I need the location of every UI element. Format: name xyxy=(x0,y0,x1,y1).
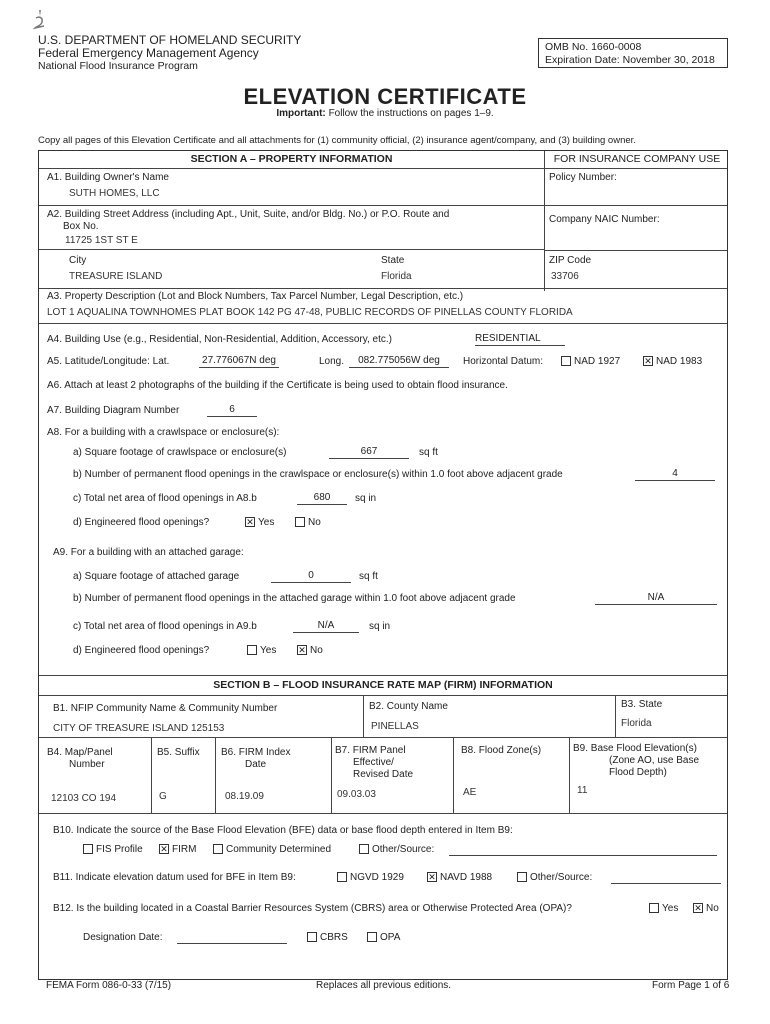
b10-other-option[interactable] xyxy=(359,844,434,855)
policy-number-label: Policy Number: xyxy=(549,172,617,183)
nad1927-option[interactable] xyxy=(561,356,620,367)
a8d-no-checkbox[interactable] xyxy=(295,517,305,527)
b10-community-option[interactable] xyxy=(213,844,331,855)
a9d-yes-label: Yes xyxy=(260,645,277,656)
a9b-label: b) Number of permanent flood openings in the attached garage within 1.0 foot above adjacent grade xyxy=(73,593,516,604)
b12-label: B12. Is the building located in a Coastal Barrier Resources System (CBRS) area or Otherwise Protected Area (OPA)? xyxy=(53,903,572,914)
a5-label: A5. Latitude/Longitude: Lat. xyxy=(47,356,170,367)
b9-base-flood-elevation[interactable]: 11 xyxy=(577,785,588,796)
a8d-yes-option[interactable] xyxy=(245,517,274,528)
b4-label-cont: Number xyxy=(69,759,105,770)
b12-no-option[interactable] xyxy=(693,903,719,914)
dept-name: U.S. DEPARTMENT OF HOMELAND SECURITY xyxy=(38,33,302,47)
b8-label: B8. Flood Zone(s) xyxy=(461,745,542,756)
opa-option[interactable] xyxy=(367,932,400,943)
a5-latitude[interactable]: 27.776067N deg xyxy=(199,355,279,368)
a8b-value[interactable]: 4 xyxy=(635,468,715,481)
b11-ngvd-label: NGVD 1929 xyxy=(350,872,404,883)
b8-flood-zone[interactable]: AE xyxy=(463,787,477,798)
nad1983-checkbox[interactable] xyxy=(643,356,653,366)
b4-map-panel[interactable]: 12103 CO 194 xyxy=(51,793,117,804)
a4-label: A4. Building Use (e.g., Residential, Non-Residential, Addition, Accessory, etc.) xyxy=(47,334,392,345)
a1-label: A1. Building Owner's Name xyxy=(47,172,169,183)
city-value[interactable]: TREASURE ISLAND xyxy=(69,271,163,282)
b12-yes-checkbox[interactable] xyxy=(649,903,659,913)
important-note xyxy=(0,108,770,119)
insurance-use-heading: FOR INSURANCE COMPANY USE xyxy=(553,153,721,165)
zip-value[interactable]: 33706 xyxy=(551,271,579,282)
b12-yes-option[interactable] xyxy=(649,903,678,914)
a9d-no-label: No xyxy=(310,645,323,656)
b1-label: B1. NFIP Community Name & Community Number xyxy=(53,703,278,714)
a8d-yes-label: Yes xyxy=(258,517,275,528)
a9d-yes-checkbox[interactable] xyxy=(247,645,257,655)
b11-other-option[interactable] xyxy=(517,872,592,883)
opa-label: OPA xyxy=(380,932,401,943)
b9-label: B9. Base Flood Elevation(s) xyxy=(573,743,697,754)
a9d-no-option[interactable] xyxy=(297,645,323,656)
state-label: State xyxy=(381,255,405,266)
a2-label-cont: Box No. xyxy=(63,221,99,232)
a3-label: A3. Property Description (Lot and Block Numbers, Tax Parcel Number, Legal Description, etc.) xyxy=(47,291,464,302)
b10-fis-checkbox[interactable] xyxy=(83,844,93,854)
b9-label-cont2: Flood Depth) xyxy=(609,767,667,778)
cbrs-option[interactable] xyxy=(307,932,348,943)
agency-name: Federal Emergency Management Agency xyxy=(38,46,259,60)
a5-long-label: Long. xyxy=(319,356,345,367)
a9a-value[interactable]: 0 xyxy=(271,570,351,583)
omb-box xyxy=(538,38,728,68)
page-indicator: Form Page 1 of 6 xyxy=(652,980,730,991)
b11-other-label: Other/Source: xyxy=(530,872,593,883)
a9c-unit: sq in xyxy=(369,621,391,632)
a8d-no-label: No xyxy=(308,517,321,528)
b10-firm-label: FIRM xyxy=(172,844,197,855)
b11-navd-option[interactable] xyxy=(427,872,492,883)
b6-label: B6. FIRM Index xyxy=(221,747,291,758)
nad1983-label: NAD 1983 xyxy=(656,356,703,367)
a8-label: A8. For a building with a crawlspace or enclosure(s): xyxy=(47,427,280,438)
cbrs-checkbox[interactable] xyxy=(307,932,317,942)
b10-other-field[interactable] xyxy=(449,843,717,856)
a9b-value[interactable]: N/A xyxy=(595,592,717,605)
designation-date-field[interactable] xyxy=(177,931,287,944)
page-title: ELEVATION CERTIFICATE xyxy=(243,84,527,109)
nad1983-option[interactable] xyxy=(643,356,702,367)
a5-longitude[interactable]: 082.775056W deg xyxy=(349,355,449,368)
b2-label: B2. County Name xyxy=(369,701,448,712)
nad1927-label: NAD 1927 xyxy=(574,356,621,367)
a9a-unit: sq ft xyxy=(359,571,378,582)
a8d-yes-checkbox[interactable] xyxy=(245,517,255,527)
section-b-heading: SECTION B – FLOOD INSURANCE RATE MAP (FIRM) INFORMATION xyxy=(213,679,553,691)
a5-datum-label: Horizontal Datum: xyxy=(463,356,544,367)
a6-label: A6. Attach at least 2 photographs of the building if the Certificate is being used to obtain flood insurance. xyxy=(47,380,508,391)
a9d-label: d) Engineered flood openings? xyxy=(73,645,210,656)
b10-community-label: Community Determined xyxy=(226,844,332,855)
naic-number-label: Company NAIC Number: xyxy=(549,214,660,225)
a8b-label: b) Number of permanent flood openings in the crawlspace or enclosure(s) within 1.0 foot above adjacent grade xyxy=(73,469,563,480)
form-frame xyxy=(38,150,728,980)
b3-state[interactable]: Florida xyxy=(621,718,652,729)
a9a-label: a) Square footage of attached garage xyxy=(73,571,240,582)
a1-owner-name[interactable]: SUTH HOMES, LLC xyxy=(69,188,160,199)
b9-label-cont: (Zone AO, use Base xyxy=(609,755,700,766)
b10-other-checkbox[interactable] xyxy=(359,844,369,854)
a8a-unit: sq ft xyxy=(419,447,438,458)
a9d-no-checkbox[interactable] xyxy=(297,645,307,655)
b2-county[interactable]: PINELLAS xyxy=(371,721,419,732)
b12-no-checkbox[interactable] xyxy=(693,903,703,913)
form-number: FEMA Form 086-0-33 (7/15) xyxy=(46,980,172,991)
a8a-value[interactable]: 667 xyxy=(329,446,409,459)
b6-label-cont: Date xyxy=(245,759,267,770)
expiration-date: Expiration Date: November 30, 2018 xyxy=(545,54,715,66)
designation-date-label: Designation Date: xyxy=(83,932,163,943)
important-label: Important: xyxy=(276,108,326,119)
b11-other-checkbox[interactable] xyxy=(517,872,527,882)
a8c-label: c) Total net area of flood openings in A8.b xyxy=(73,493,257,504)
zip-label: ZIP Code xyxy=(549,255,592,266)
b5-label: B5. Suffix xyxy=(157,747,200,758)
opa-checkbox[interactable] xyxy=(367,932,377,942)
b7-label-cont: Effective/ xyxy=(353,757,394,768)
b11-ngvd-option[interactable] xyxy=(337,872,404,883)
b11-label: B11. Indicate elevation datum used for BFE in Item B9: xyxy=(53,872,296,883)
b10-label: B10. Indicate the source of the Base Flood Elevation (BFE) data or base flood depth entered in Item B9: xyxy=(53,825,513,836)
b11-navd-checkbox[interactable] xyxy=(427,872,437,882)
cbrs-label: CBRS xyxy=(320,932,348,943)
a4-building-use[interactable]: RESIDENTIAL xyxy=(475,333,565,346)
a8a-label: a) Square footage of crawlspace or enclosure(s) xyxy=(73,447,287,458)
a3-property-description[interactable]: LOT 1 AQUALINA TOWNHOMES PLAT BOOK 142 PG 47-48, PUBLIC RECORDS OF PINELLAS COUNTY FLORIDA xyxy=(47,307,573,318)
a8d-label: d) Engineered flood openings? xyxy=(73,517,210,528)
a2-street-address[interactable]: 11725 1ST ST E xyxy=(65,235,138,246)
a9-label: A9. For a building with an attached garage: xyxy=(53,547,244,558)
nad1927-checkbox[interactable] xyxy=(561,356,571,366)
a8c-unit: sq in xyxy=(355,493,377,504)
b10-firm-checkbox[interactable] xyxy=(159,844,169,854)
state-value[interactable]: Florida xyxy=(381,271,412,282)
replaces-note: Replaces all previous editions. xyxy=(316,980,452,991)
important-text: Follow the instructions on pages 1–9. xyxy=(328,108,494,119)
fema-logo-icon xyxy=(30,8,50,34)
b10-fis-option[interactable] xyxy=(83,844,143,855)
b11-ngvd-checkbox[interactable] xyxy=(337,872,347,882)
a8c-value[interactable]: 680 xyxy=(297,492,347,505)
b11-navd-label: NAVD 1988 xyxy=(440,872,493,883)
a9c-value[interactable]: N/A xyxy=(293,620,359,633)
b10-fis-label: FIS Profile xyxy=(96,844,143,855)
a7-diagram-number[interactable]: 6 xyxy=(207,404,257,417)
b1-community[interactable]: CITY OF TREASURE ISLAND 125153 xyxy=(53,723,225,734)
program-name: National Flood Insurance Program xyxy=(38,60,198,72)
a7-label: A7. Building Diagram Number xyxy=(47,405,180,416)
b4-label: B4. Map/Panel xyxy=(47,747,113,758)
b7-label-cont2: Revised Date xyxy=(353,769,414,780)
b12-yes-label: Yes xyxy=(662,903,679,914)
b10-firm-option[interactable] xyxy=(159,844,196,855)
b10-other-label: Other/Source: xyxy=(372,844,435,855)
b11-other-field[interactable] xyxy=(611,871,721,884)
a8d-no-option[interactable] xyxy=(295,517,321,528)
b7-effective-date[interactable]: 09.03.03 xyxy=(337,789,376,800)
a9c-label: c) Total net area of flood openings in A9.b xyxy=(73,621,257,632)
agency-block xyxy=(38,34,301,73)
a2-label: A2. Building Street Address (including Apt., Unit, Suite, and/or Bldg. No.) or P.O. Route and xyxy=(47,209,450,220)
copy-all-note: Copy all pages of this Elevation Certificate and all attachments for (1) community official, (2) insurance agent/company, and (3) building owner. xyxy=(38,135,636,146)
b7-label: B7. FIRM Panel xyxy=(335,745,406,756)
b3-label: B3. State xyxy=(621,699,663,710)
city-label: City xyxy=(69,255,87,266)
omb-number: OMB No. 1660-0008 xyxy=(545,41,642,53)
b12-no-label: No xyxy=(706,903,719,914)
section-a-heading: SECTION A – PROPERTY INFORMATION xyxy=(190,153,393,165)
b5-suffix[interactable]: G xyxy=(159,791,167,802)
b6-firm-index-date[interactable]: 08.19.09 xyxy=(225,791,264,802)
a9d-yes-option[interactable] xyxy=(247,645,276,656)
b10-community-checkbox[interactable] xyxy=(213,844,223,854)
